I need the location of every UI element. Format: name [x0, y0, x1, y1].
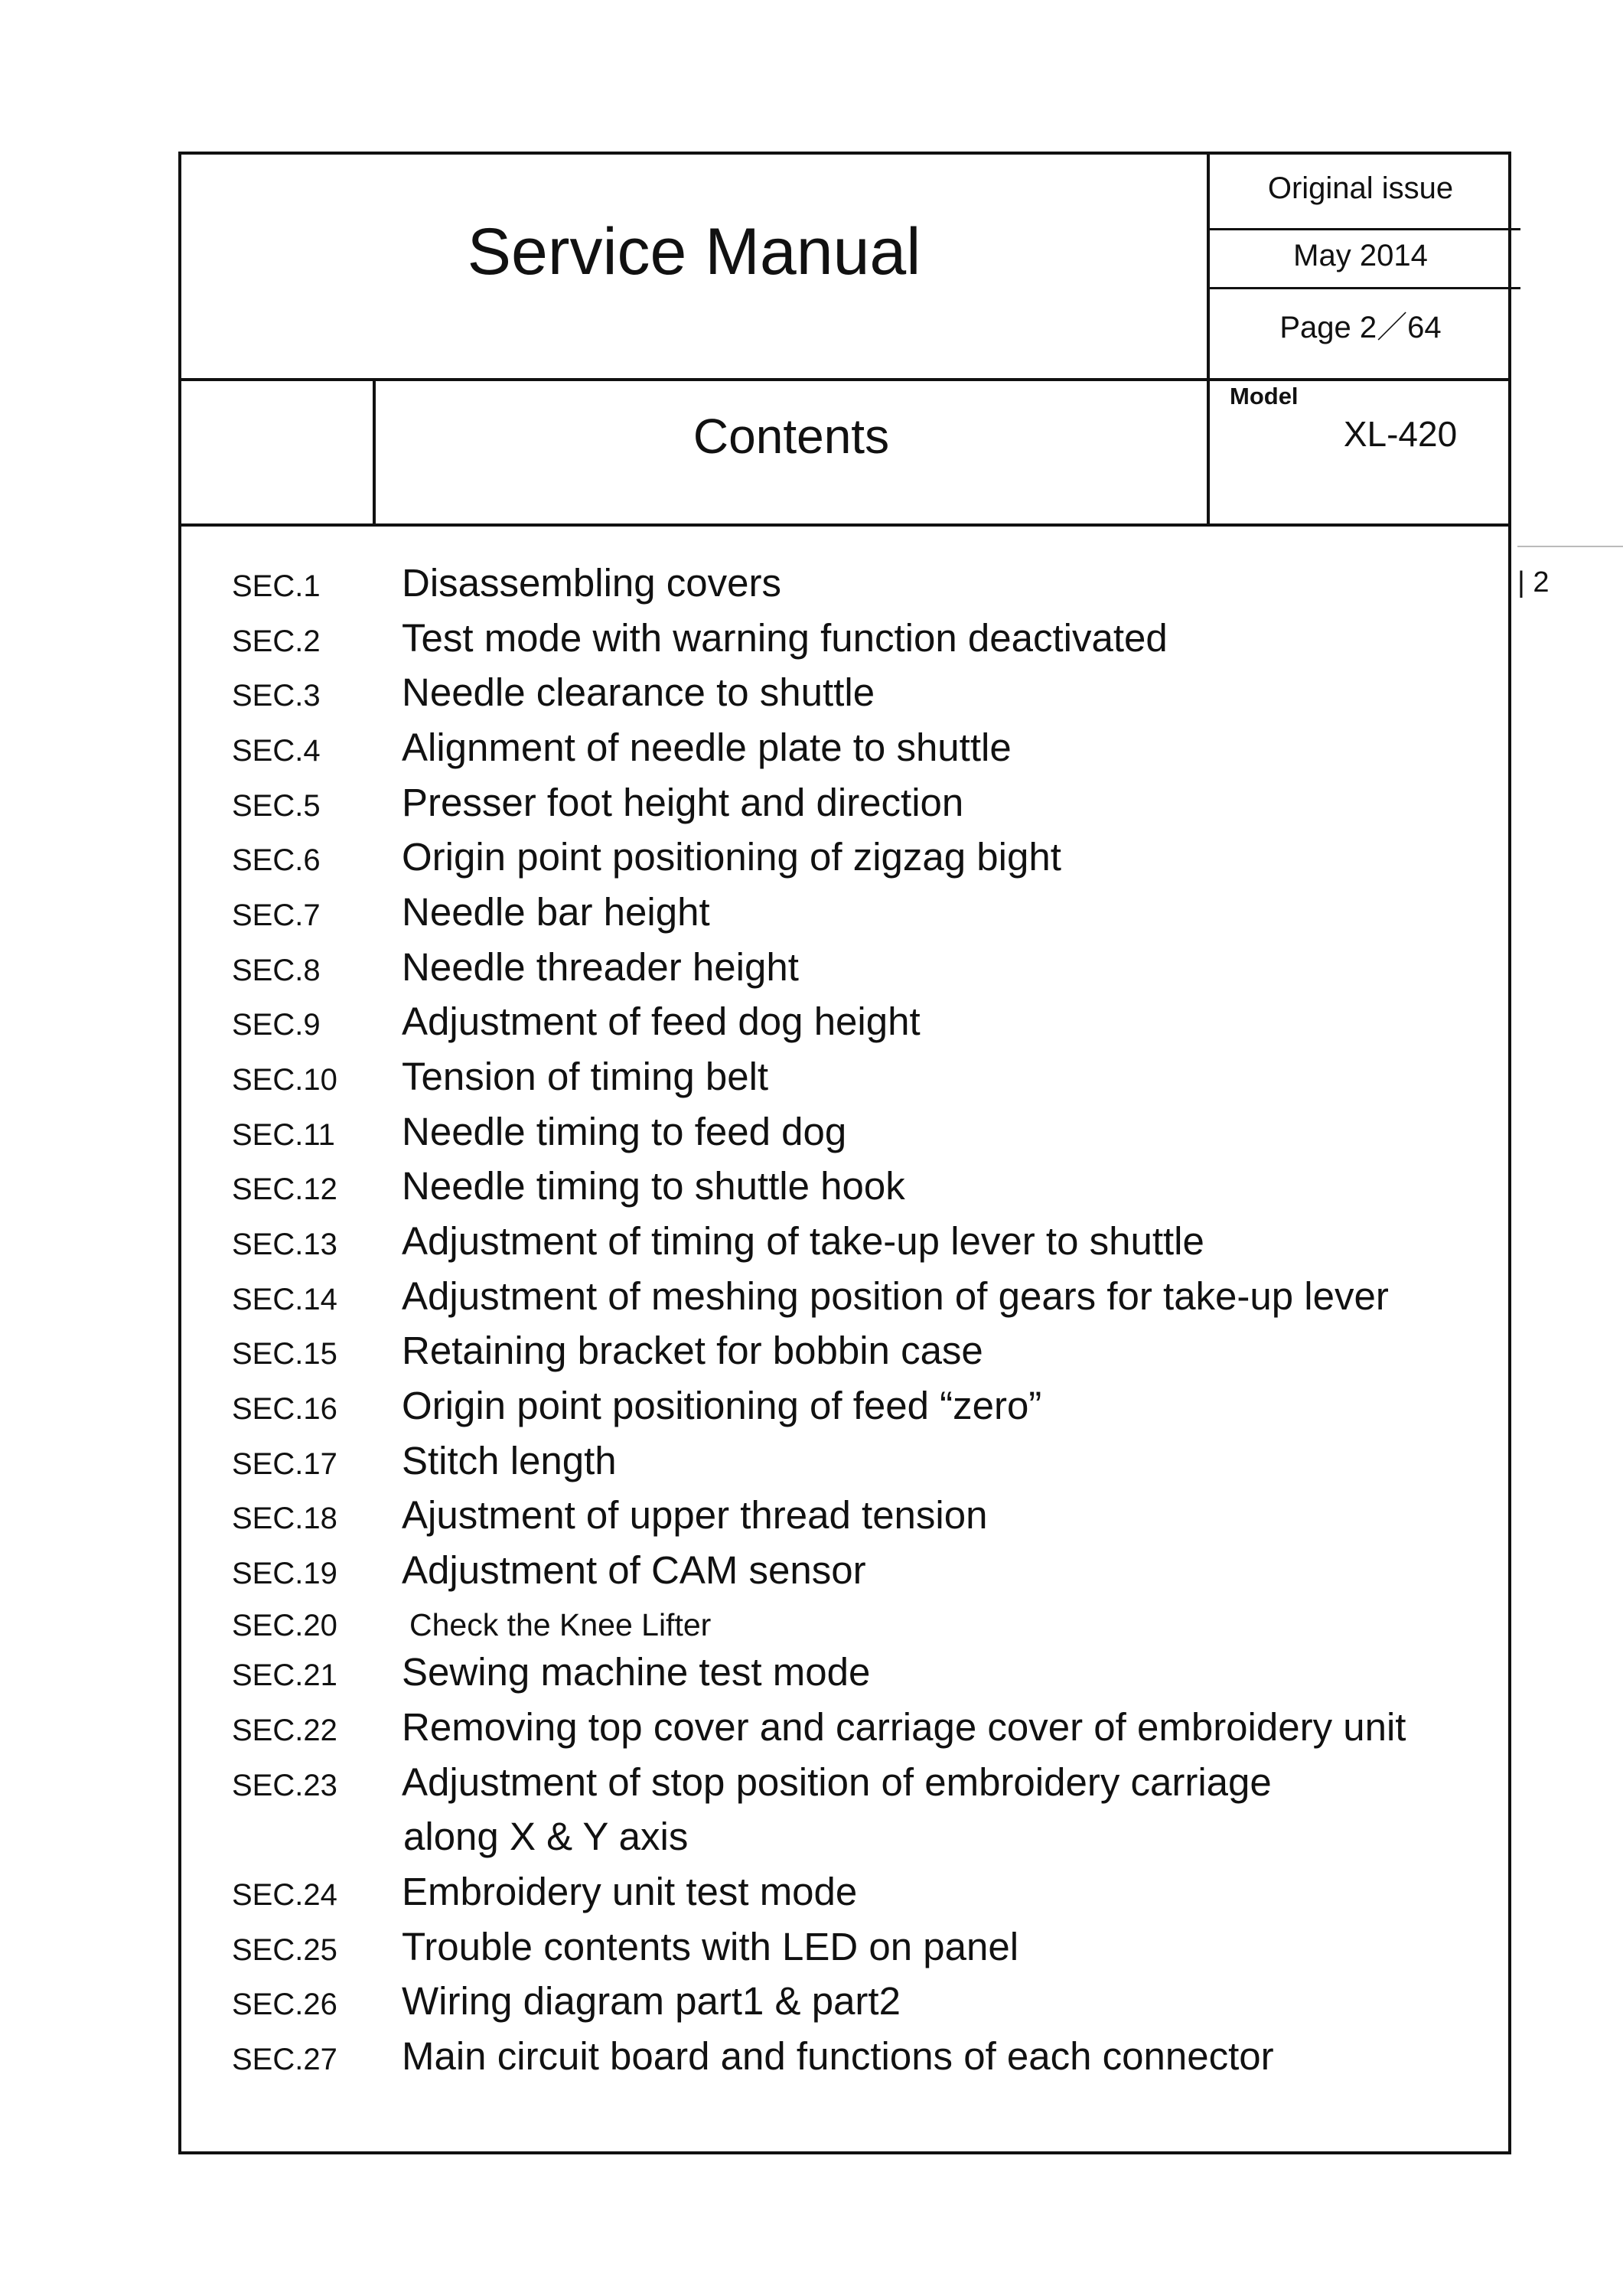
toc-section-number: SEC.4 [232, 734, 321, 768]
toc-section-number: SEC.6 [232, 843, 321, 877]
model-value: XL-420 [1343, 414, 1458, 454]
toc-section-number: SEC.11 [232, 1118, 335, 1152]
toc-section-title: Adjustment of CAM sensor [402, 1548, 866, 1592]
toc-row [0, 1760, 1454, 1805]
meta-rule-2 [1207, 287, 1520, 289]
toc-row-continuation [0, 1814, 1454, 1860]
toc-section-number: SEC.14 [232, 1283, 337, 1316]
toc-row [0, 944, 1454, 990]
toc-row [0, 670, 1454, 716]
toc-row [0, 1924, 1454, 1970]
issue-label: Original issue [1267, 171, 1454, 205]
model-label: Model [1230, 383, 1299, 409]
toc-row [0, 1218, 1454, 1264]
toc-section-number: SEC.3 [232, 679, 321, 713]
toc-section-title: Stitch length [402, 1439, 617, 1482]
header-rule-main [178, 378, 1511, 381]
toc-row [0, 2033, 1454, 2079]
toc-section-title: Needle timing to shuttle hook [402, 1164, 905, 1208]
toc-section-number: SEC.18 [232, 1502, 337, 1535]
toc-row [0, 1383, 1454, 1429]
toc-row [0, 1163, 1454, 1209]
toc-section-number: SEC.15 [232, 1337, 337, 1371]
toc-section-title: Check the Knee Lifter [409, 1607, 712, 1642]
toc-row [0, 999, 1454, 1045]
toc-section-number: SEC.23 [232, 1769, 337, 1802]
toc-section-title: Wiring diagram part1 & part2 [402, 1979, 901, 2023]
toc-row [0, 780, 1454, 826]
toc-section-title: Ajustment of upper thread tension [402, 1493, 988, 1537]
toc-row [0, 1649, 1454, 1695]
toc-section-title: Main circuit board and functions of each connector [402, 2034, 1274, 2078]
toc-row [0, 1869, 1454, 1915]
toc-row [0, 1548, 1454, 1593]
toc-section-number: SEC.16 [232, 1392, 337, 1426]
toc-section-number: SEC.7 [232, 899, 321, 932]
side-rule [1517, 546, 1623, 547]
toc-row [0, 1978, 1454, 2024]
toc-section-title: Needle bar height [402, 890, 710, 934]
toc-section-title: Trouble contents with LED on panel [402, 1925, 1019, 1968]
toc-row [0, 1274, 1454, 1319]
toc-row [0, 615, 1454, 661]
toc-section-number: SEC.27 [232, 2043, 337, 2076]
toc-row [0, 1600, 1454, 1645]
toc-row [0, 834, 1454, 880]
toc-section-title: Adjustment of stop position of embroidery carriage [402, 1760, 1272, 1804]
toc-section-number: SEC.19 [232, 1557, 337, 1590]
toc-section-number: SEC.21 [232, 1658, 337, 1692]
section-title: Contents [693, 409, 890, 464]
toc-section-number: SEC.26 [232, 1988, 337, 2021]
toc-row [0, 1492, 1454, 1538]
toc-section-number: SEC.20 [232, 1609, 337, 1642]
toc-section-title: Test mode with warning function deactivated [402, 616, 1168, 660]
toc-section-title: Needle threader height [402, 945, 799, 989]
toc-section-title-continued: along X & Y axis [403, 1815, 689, 1858]
toc-section-number: SEC.9 [232, 1008, 321, 1042]
meta-rule-1 [1207, 228, 1520, 230]
toc-section-number: SEC.10 [232, 1063, 337, 1097]
toc-row [0, 1328, 1454, 1374]
page-title: Service Manual [467, 215, 921, 289]
toc-section-number: SEC.2 [232, 625, 321, 658]
toc-section-title: Adjustment of feed dog height [402, 1000, 921, 1043]
toc-section-title: Embroidery unit test mode [402, 1870, 858, 1913]
toc-section-number: SEC.24 [232, 1878, 337, 1912]
toc-section-title: Disassembling covers [402, 561, 782, 605]
toc-section-number: SEC.25 [232, 1933, 337, 1967]
toc-row [0, 1054, 1454, 1100]
toc-section-number: SEC.22 [232, 1714, 337, 1747]
toc-section-number: SEC.17 [232, 1447, 337, 1481]
toc-section-title: Origin point positioning of feed “zero” [402, 1384, 1042, 1427]
page-number: Page 2／64 [1279, 311, 1442, 344]
contents-rule [178, 523, 1511, 527]
toc-section-title: Sewing machine test mode [402, 1650, 871, 1694]
toc-section-number: SEC.8 [232, 954, 321, 987]
toc-section-number: SEC.12 [232, 1172, 337, 1206]
toc-row [0, 725, 1454, 771]
toc-section-title: Adjustment of timing of take-up lever to shuttle [402, 1219, 1204, 1263]
toc-section-title: Adjustment of meshing position of gears for take-up lever [402, 1274, 1389, 1318]
toc-section-title: Presser foot height and direction [402, 781, 964, 824]
side-page-ref: | 2 [1517, 566, 1550, 598]
toc-section-title: Needle clearance to shuttle [402, 670, 875, 714]
toc-row [0, 889, 1454, 935]
toc-section-number: SEC.5 [232, 789, 321, 823]
toc-section-number: SEC.1 [232, 569, 321, 603]
toc-section-title: Origin point positioning of zigzag bight [402, 835, 1061, 879]
issue-date: May 2014 [1293, 239, 1428, 272]
toc-section-title: Needle timing to feed dog [402, 1110, 847, 1153]
toc-section-title: Retaining bracket for bobbin case [402, 1329, 983, 1372]
toc-section-number: SEC.13 [232, 1228, 337, 1261]
toc-row [0, 1704, 1454, 1750]
toc-row [0, 1438, 1454, 1484]
toc-section-title: Tension of timing belt [402, 1055, 769, 1098]
toc-section-title: Alignment of needle plate to shuttle [402, 726, 1012, 769]
toc-row [0, 560, 1454, 606]
toc-section-title: Removing top cover and carriage cover of embroidery unit [402, 1705, 1406, 1749]
toc-row [0, 1109, 1454, 1155]
